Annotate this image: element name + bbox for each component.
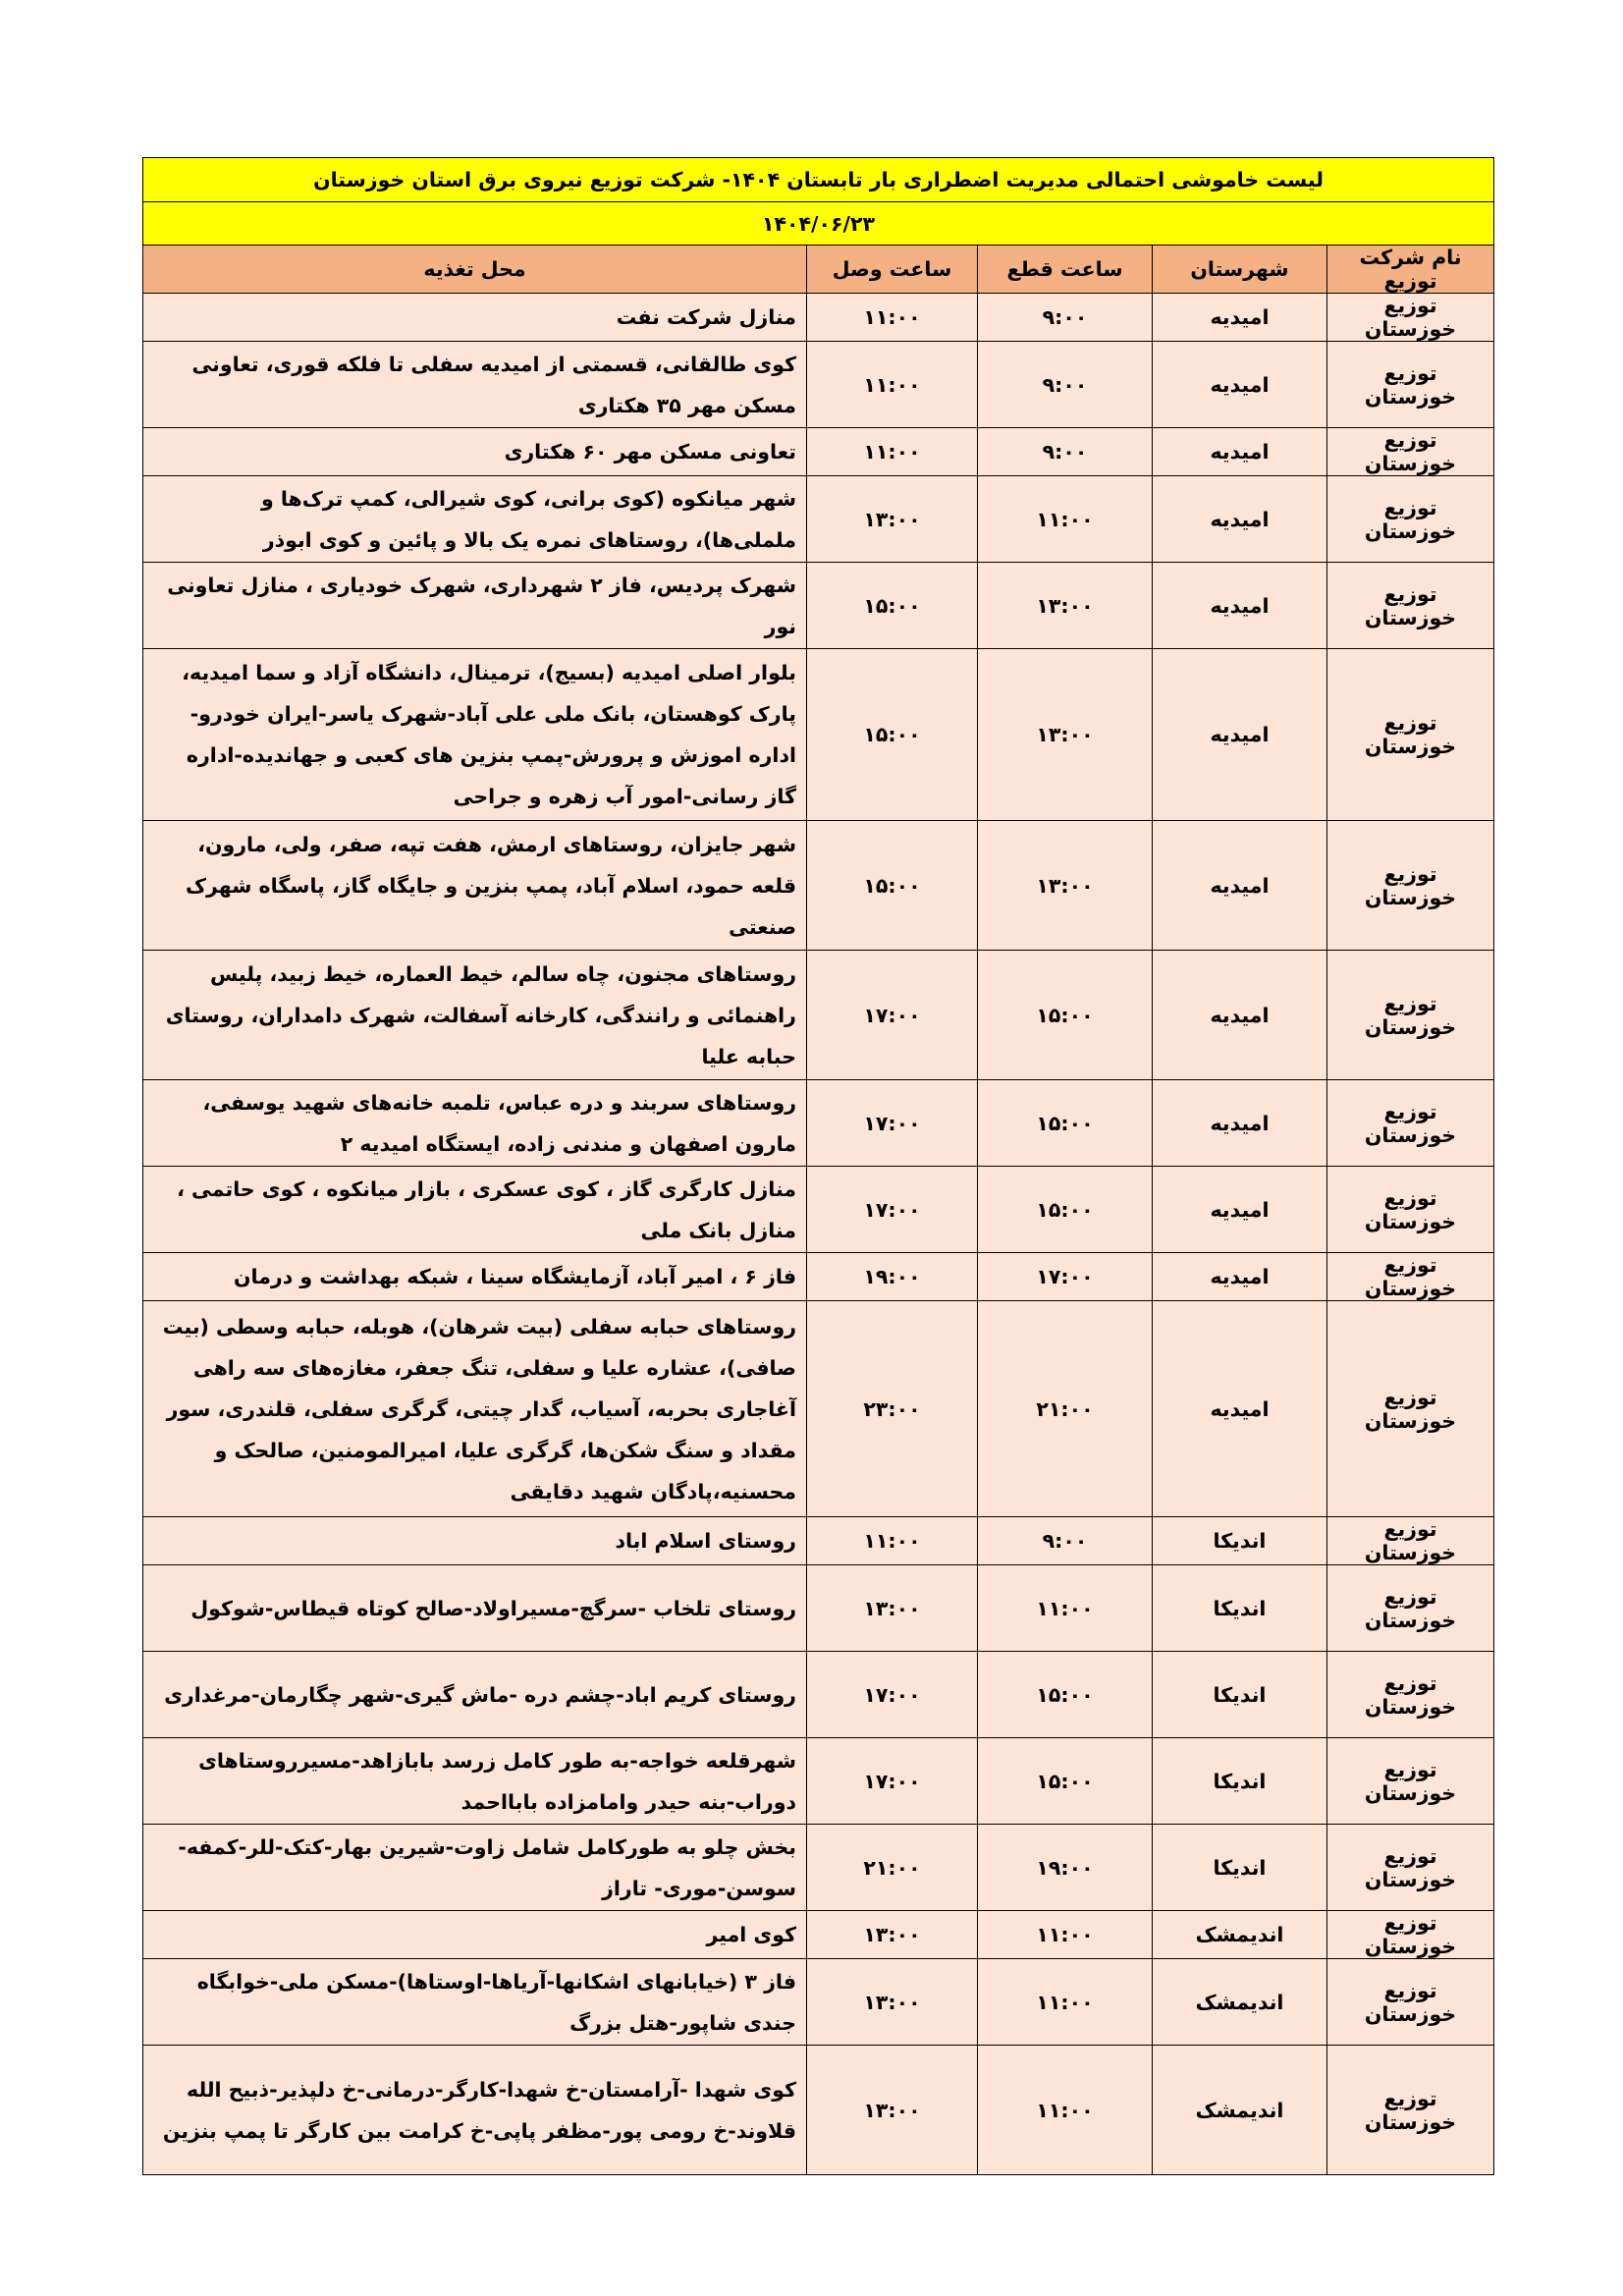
outage-schedule — [142, 157, 1493, 2175]
table-row — [143, 1517, 1494, 1565]
table-row — [143, 1959, 1494, 2046]
cell-company: توزیع خوزستان — [1327, 1253, 1494, 1301]
cell-area: شهرقلعه خواجه-به طور کامل زرسد بابازاهد-مسیرروستاهای دوراب-بنه حیدر وامامزاده بابااحمد — [143, 1738, 807, 1825]
cell-end-time: ۱۳:۰۰ — [807, 1565, 978, 1652]
cell-area: روستای کریم اباد-چشم دره -ماش گیری-شهر چگارمان-مرغداری — [143, 1652, 807, 1738]
cell-end-time: ۱۷:۰۰ — [807, 1080, 978, 1167]
cell-city: امیدیه — [1153, 1253, 1327, 1301]
cell-company: توزیع خوزستان — [1327, 476, 1494, 563]
header-row — [143, 246, 1494, 294]
cell-area: کوی امیر — [143, 1911, 807, 1959]
cell-company: توزیع خوزستان — [1327, 1301, 1494, 1517]
cell-end-time: ۱۵:۰۰ — [807, 821, 978, 951]
table-title: لیست خاموشی احتمالی مدیریت اضطراری بار تابستان ۱۴۰۴- شرکت توزیع نیروی برق استان خوزستان — [143, 158, 1494, 202]
cell-company: توزیع خوزستان — [1327, 1565, 1494, 1652]
cell-area: بخش چلو به طورکامل شامل زاوت-شیرین بهار-کتک-للر-کمفه-سوسن-موری- تاراز — [143, 1825, 807, 1911]
cell-city: امیدیه — [1153, 1167, 1327, 1253]
cell-city: امیدیه — [1153, 1301, 1327, 1517]
cell-start-time: ۲۱:۰۰ — [978, 1301, 1153, 1517]
cell-area: کوی شهدا -آرامستان-خ شهدا-کارگر-درمانی-خ دلپذیر-ذبیح الله قلاوند-خ رومی پور-مظفر پاپی-خ کرامت بین کارگر تا پمپ بنزین — [143, 2046, 807, 2175]
cell-area: فاز ۳ (خیابانهای اشکانها-آریاها-اوستاها)-مسکن ملی-خوابگاه جندی شاپور-هتل بزرگ — [143, 1959, 807, 2046]
cell-company: توزیع خوزستان — [1327, 1738, 1494, 1825]
cell-city: اندیمشک — [1153, 1911, 1327, 1959]
cell-start-time: ۱۱:۰۰ — [978, 476, 1153, 563]
cell-end-time: ۱۷:۰۰ — [807, 1738, 978, 1825]
cell-start-time: ۱۳:۰۰ — [978, 821, 1153, 951]
cell-end-time: ۱۱:۰۰ — [807, 342, 978, 428]
cell-start-time: ۱۱:۰۰ — [978, 2046, 1153, 2175]
table-row — [143, 951, 1494, 1080]
table-row — [143, 294, 1494, 342]
cell-start-time: ۱۱:۰۰ — [978, 1911, 1153, 1959]
cell-city: امیدیه — [1153, 649, 1327, 821]
table-row — [143, 476, 1494, 563]
table-row — [143, 1565, 1494, 1652]
table-row — [143, 1080, 1494, 1167]
cell-end-time: ۱۷:۰۰ — [807, 1652, 978, 1738]
title-row — [143, 158, 1494, 202]
cell-end-time: ۱۷:۰۰ — [807, 951, 978, 1080]
cell-company: توزیع خوزستان — [1327, 1825, 1494, 1911]
cell-city: امیدیه — [1153, 294, 1327, 342]
cell-start-time: ۹:۰۰ — [978, 428, 1153, 476]
cell-area: بلوار اصلی امیدیه (بسیج)، ترمینال، دانشگاه آزاد و سما امیدیه، پارک کوهستان، بانک ملی علی آباد-شهرک یاسر-ایران خودرو-اداره اموزش و پرورش-پمپ بنزین های کعبی و جهاندیده-اداره گاز رسانی-امور آب زهره و جراحی — [143, 649, 807, 821]
cell-start-time: ۱۳:۰۰ — [978, 649, 1153, 821]
cell-city: اندیمشک — [1153, 1959, 1327, 2046]
header-company: نام شرکت توزیع — [1327, 246, 1494, 294]
cell-start-time: ۹:۰۰ — [978, 342, 1153, 428]
cell-city: اندیکا — [1153, 1652, 1327, 1738]
cell-city: امیدیه — [1153, 951, 1327, 1080]
table-row — [143, 1301, 1494, 1517]
cell-company: توزیع خوزستان — [1327, 1517, 1494, 1565]
cell-area: فاز ۶ ، امیر آباد، آزمایشگاه سینا ، شبکه بهداشت و درمان — [143, 1253, 807, 1301]
cell-company: توزیع خوزستان — [1327, 1167, 1494, 1253]
cell-area: منازل شرکت نفت — [143, 294, 807, 342]
cell-city: امیدیه — [1153, 821, 1327, 951]
cell-end-time: ۱۱:۰۰ — [807, 294, 978, 342]
cell-start-time: ۱۵:۰۰ — [978, 1738, 1153, 1825]
cell-area: منازل کارگری گاز ، کوی عسکری ، بازار میانکوه ، کوی حاتمی ، منازل بانک ملی — [143, 1167, 807, 1253]
table-row — [143, 2046, 1494, 2175]
cell-company: توزیع خوزستان — [1327, 951, 1494, 1080]
cell-city: اندیکا — [1153, 1825, 1327, 1911]
table-date: ۱۴۰۴/۰۶/۲۳ — [143, 202, 1494, 246]
cell-end-time: ۱۹:۰۰ — [807, 1253, 978, 1301]
cell-area: روستاهای سربند و دره عباس، تلمبه خانه‌های شهید یوسفی، مارون اصفهان و مندنی زاده، ایستگاه امیدیه ۲ — [143, 1080, 807, 1167]
cell-company: توزیع خوزستان — [1327, 2046, 1494, 2175]
table-row — [143, 649, 1494, 821]
table-row — [143, 1253, 1494, 1301]
cell-company: توزیع خوزستان — [1327, 1911, 1494, 1959]
table-row — [143, 1738, 1494, 1825]
table-row — [143, 1167, 1494, 1253]
cell-end-time: ۱۳:۰۰ — [807, 476, 978, 563]
cell-start-time: ۹:۰۰ — [978, 1517, 1153, 1565]
cell-start-time: ۱۵:۰۰ — [978, 1652, 1153, 1738]
cell-end-time: ۱۱:۰۰ — [807, 1517, 978, 1565]
cell-end-time: ۲۳:۰۰ — [807, 1301, 978, 1517]
table-row — [143, 563, 1494, 649]
cell-city: اندیکا — [1153, 1738, 1327, 1825]
cell-start-time: ۱۹:۰۰ — [978, 1825, 1153, 1911]
cell-company: توزیع خوزستان — [1327, 294, 1494, 342]
header-city: شهرستان — [1153, 246, 1327, 294]
cell-end-time: ۱۷:۰۰ — [807, 1167, 978, 1253]
cell-company: توزیع خوزستان — [1327, 1959, 1494, 2046]
cell-end-time: ۱۳:۰۰ — [807, 2046, 978, 2175]
cell-start-time: ۱۷:۰۰ — [978, 1253, 1153, 1301]
cell-end-time: ۱۳:۰۰ — [807, 1911, 978, 1959]
cell-end-time: ۲۱:۰۰ — [807, 1825, 978, 1911]
cell-city: اندیکا — [1153, 1517, 1327, 1565]
cell-area: روستای اسلام اباد — [143, 1517, 807, 1565]
cell-city: امیدیه — [1153, 1080, 1327, 1167]
cell-end-time: ۱۵:۰۰ — [807, 649, 978, 821]
header-area: محل تغذیه — [143, 246, 807, 294]
header-end-time: ساعت وصل — [807, 246, 978, 294]
table-row — [143, 1825, 1494, 1911]
cell-end-time: ۱۵:۰۰ — [807, 563, 978, 649]
table-row — [143, 1652, 1494, 1738]
cell-city: امیدیه — [1153, 563, 1327, 649]
cell-city: اندیمشک — [1153, 2046, 1327, 2175]
cell-area: شهر جایزان، روستاهای ارمش، هفت تپه، صفر، ولی، مارون، قلعه حمود، اسلام آباد، پمپ بنزین و جایگاه گاز، پاسگاه شهرک صنعتی — [143, 821, 807, 951]
outage-table — [142, 157, 1494, 2175]
cell-area: شهر میانکوه (کوی برانی، کوی شیرالی، کمپ ترک‌ها و ململی‌ها)، روستاهای نمره یک بالا و پائین و کوی ابوذر — [143, 476, 807, 563]
cell-start-time: ۱۵:۰۰ — [978, 951, 1153, 1080]
table-row — [143, 342, 1494, 428]
table-row — [143, 428, 1494, 476]
cell-city: اندیکا — [1153, 1565, 1327, 1652]
cell-area: روستای تلخاب -سرگچ-مسیراولاد-صالح کوتاه قیطاس-شوکول — [143, 1565, 807, 1652]
cell-area: تعاونی مسکن مهر ۶۰ هکتاری — [143, 428, 807, 476]
cell-company: توزیع خوزستان — [1327, 1652, 1494, 1738]
cell-start-time: ۱۱:۰۰ — [978, 1959, 1153, 2046]
date-row — [143, 202, 1494, 246]
cell-end-time: ۱۳:۰۰ — [807, 1959, 978, 2046]
cell-start-time: ۱۱:۰۰ — [978, 1565, 1153, 1652]
cell-company: توزیع خوزستان — [1327, 1080, 1494, 1167]
cell-city: امیدیه — [1153, 428, 1327, 476]
cell-company: توزیع خوزستان — [1327, 428, 1494, 476]
cell-start-time: ۹:۰۰ — [978, 294, 1153, 342]
table-row — [143, 1911, 1494, 1959]
cell-city: امیدیه — [1153, 342, 1327, 428]
cell-start-time: ۱۳:۰۰ — [978, 563, 1153, 649]
cell-start-time: ۱۵:۰۰ — [978, 1167, 1153, 1253]
table-row — [143, 821, 1494, 951]
cell-area: شهرک پردیس، فاز ۲ شهرداری، شهرک خودیاری ، منازل تعاونی نور — [143, 563, 807, 649]
cell-area: روستاهای حبابه سفلی (بیت شرهان)، هوبله، حبابه وسطی (بیت صافی)، عشاره علیا و سفلی، تنگ جعفر، مغازه‌های سه راهی آغاجاری بحربه، آسیاب، گدار چیتی، گرگری سفلی، قلندری، سور مقداد و سنگ شکن‌ها، گرگری علیا، امیرالمومنین، صالحک و محسنیه،پادگان شهید دقایقی — [143, 1301, 807, 1517]
cell-end-time: ۱۱:۰۰ — [807, 428, 978, 476]
cell-company: توزیع خوزستان — [1327, 563, 1494, 649]
cell-company: توزیع خوزستان — [1327, 821, 1494, 951]
cell-company: توزیع خوزستان — [1327, 649, 1494, 821]
header-start-time: ساعت قطع — [978, 246, 1153, 294]
cell-area: روستاهای مجنون، چاه سالم، خیط العماره، خیط زبید، پلیس راهنمائی و رانندگی، کارخانه آسفالت، شهرک دامداران، روستای حبابه علیا — [143, 951, 807, 1080]
cell-start-time: ۱۵:۰۰ — [978, 1080, 1153, 1167]
cell-company: توزیع خوزستان — [1327, 342, 1494, 428]
cell-city: امیدیه — [1153, 476, 1327, 563]
cell-area: کوی طالقانی، قسمتی از امیدیه سفلی تا فلکه قوری، تعاونی مسکن مهر ۳۵ هکتاری — [143, 342, 807, 428]
